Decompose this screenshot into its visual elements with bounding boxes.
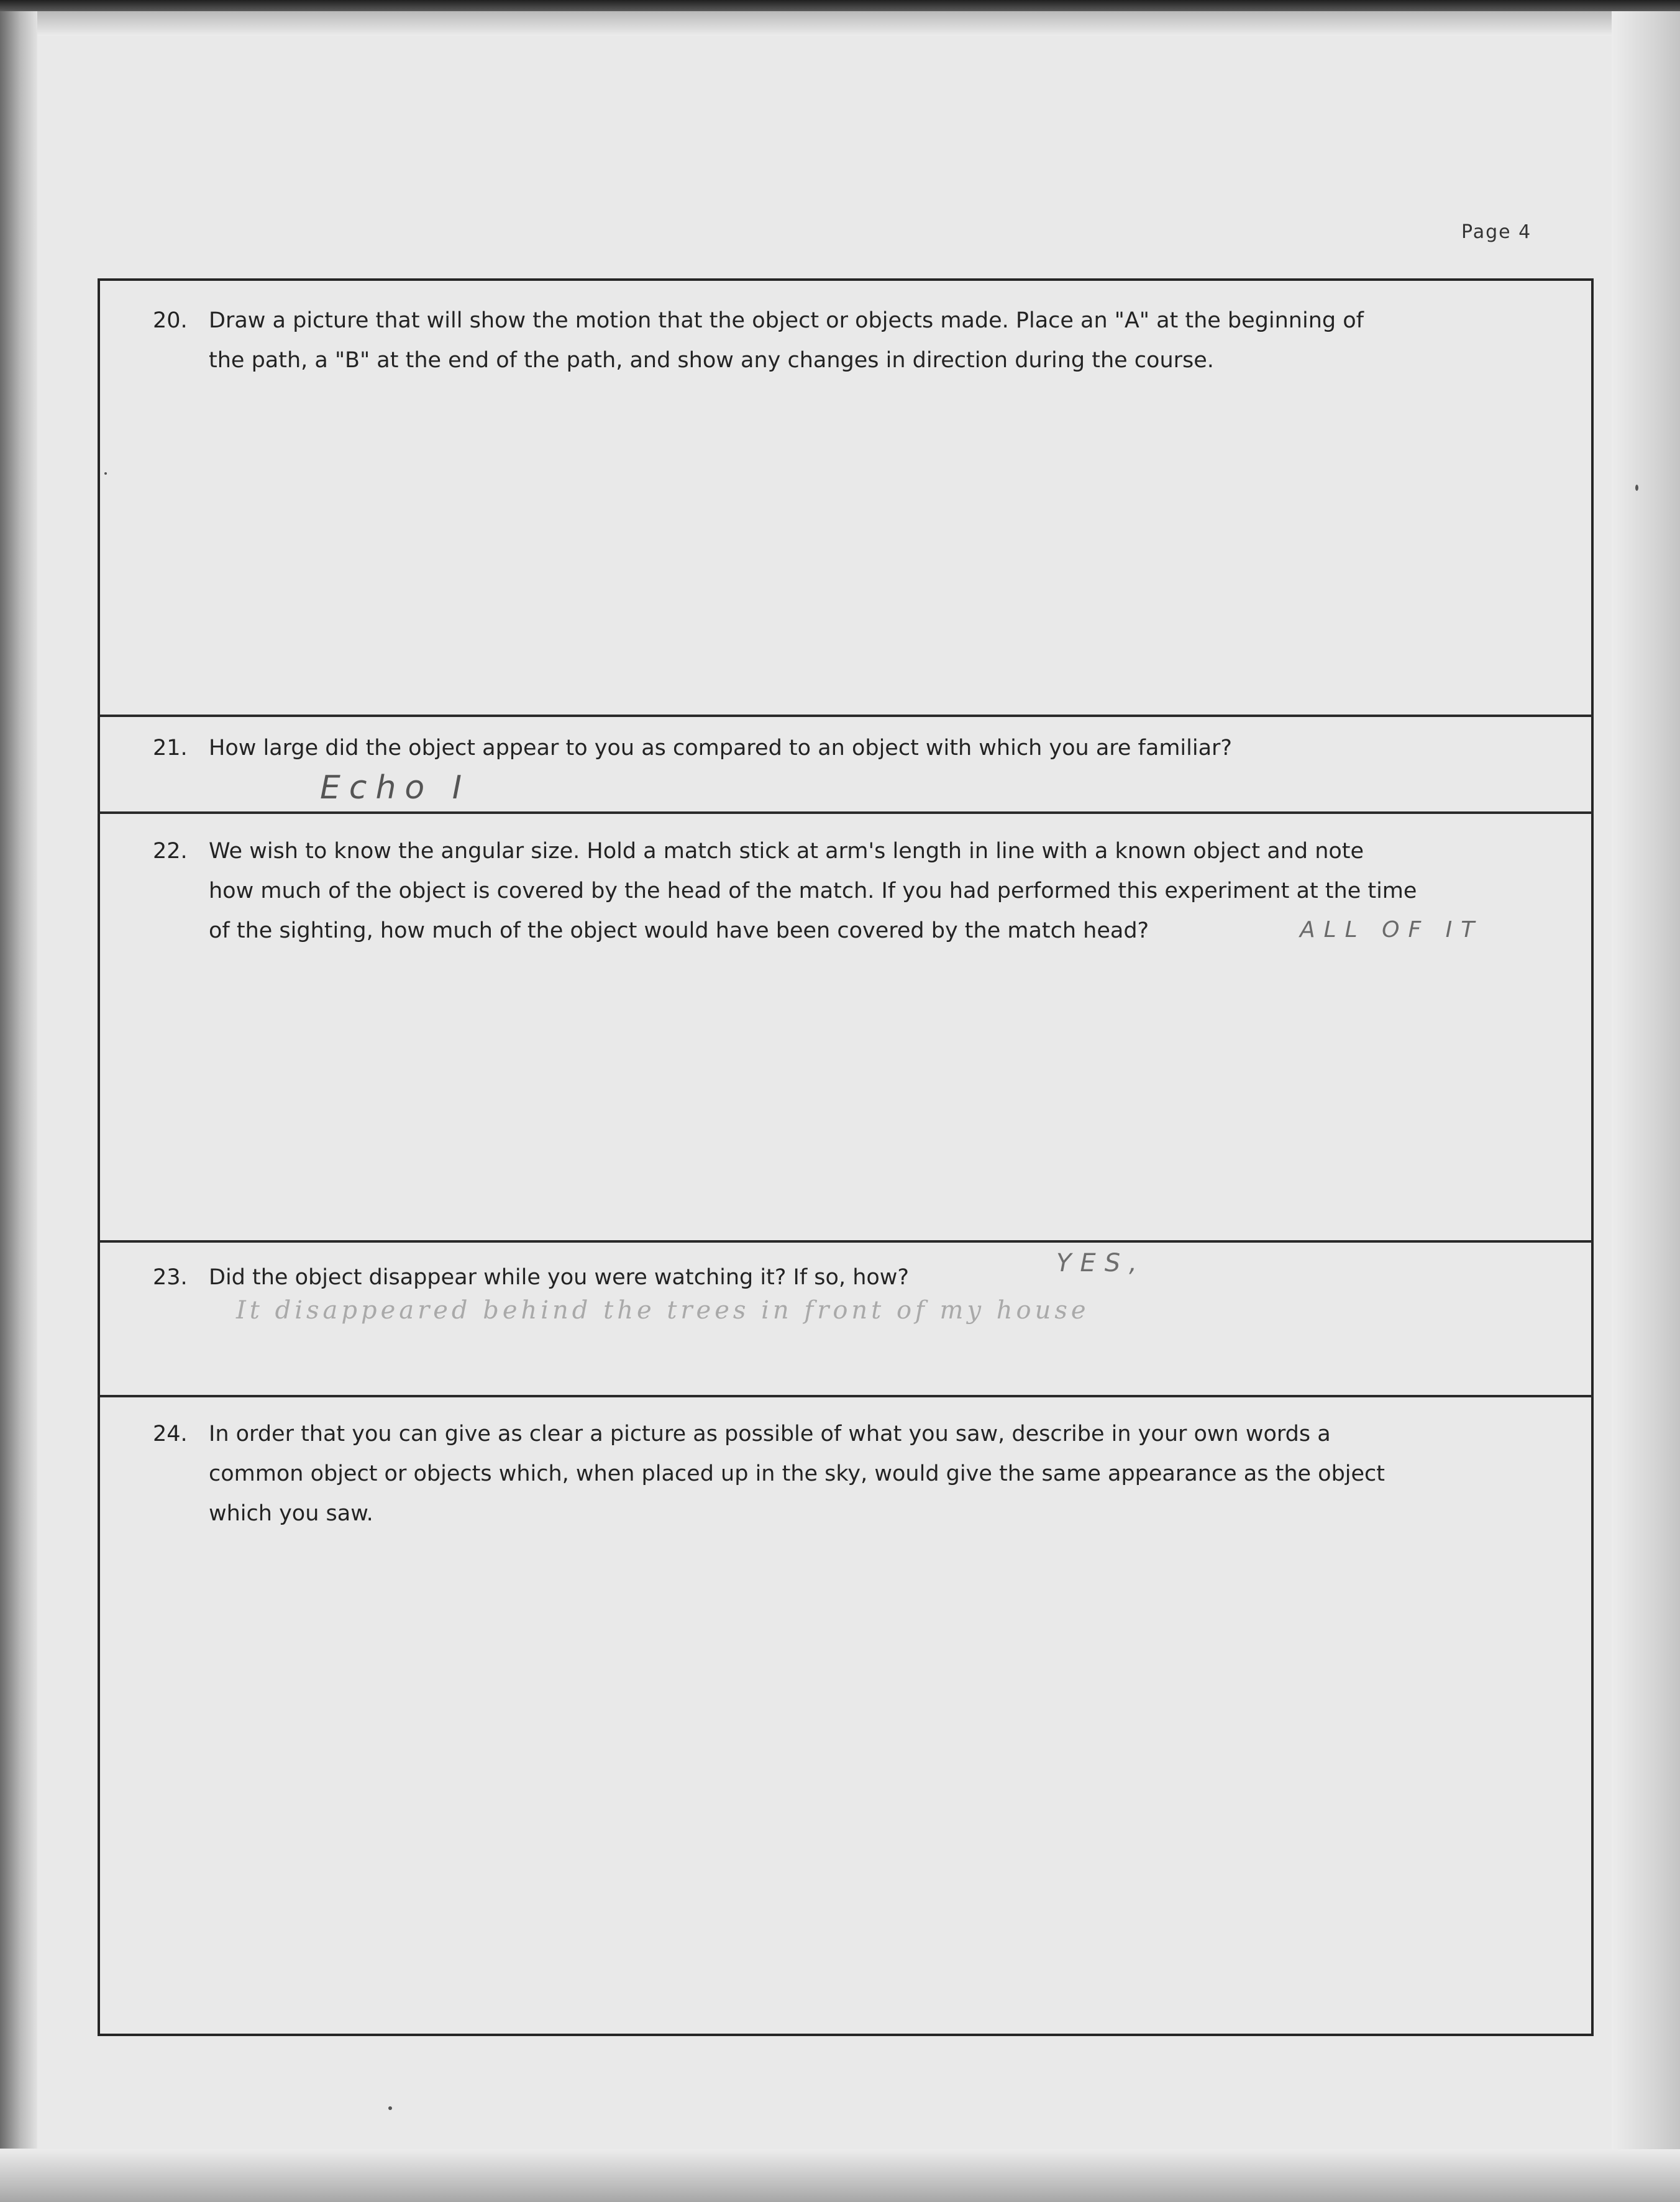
- question-text-line: We wish to know the angular size. Hold a match stick at arm's length in line with a known object and note: [209, 839, 1364, 864]
- answer-23-line2: It disappeared behind the trees in front of my house: [236, 1296, 1090, 1325]
- answer-area-20[interactable]: [103, 385, 1587, 708]
- scan-bottom-shadow: [0, 2149, 1680, 2202]
- question-text-line: which you saw.: [209, 1501, 373, 1526]
- scan-speck: [104, 472, 107, 475]
- question-text-line: of the sighting, how much of the object would have been covered by the match head?: [209, 918, 1149, 943]
- scan-top-edge: [0, 0, 1680, 11]
- question-number: 20.: [153, 308, 188, 333]
- answer-area-22[interactable]: [103, 969, 1587, 1230]
- page-number: Page 4: [1461, 221, 1532, 243]
- divider-23-24: [98, 1395, 1594, 1397]
- question-21: [153, 728, 1232, 768]
- question-24: [153, 1414, 1386, 1533]
- question-number: 24.: [153, 1422, 188, 1446]
- answer-21: Echo I: [320, 769, 471, 806]
- question-text-line: common object or objects which, when placed up in the sky, would give the same appearance as the object: [209, 1461, 1386, 1486]
- divider-20-21: [98, 715, 1594, 717]
- question-text-line: Did the object disappear while you were watching it? If so, how?: [209, 1265, 909, 1290]
- scan-left-shadow: [0, 11, 37, 2149]
- divider-22-23: [98, 1240, 1594, 1243]
- question-text-line: Draw a picture that will show the motion that the object or objects made. Place an "A" at the beginning of: [209, 308, 1364, 333]
- question-number: 23.: [153, 1265, 188, 1290]
- question-20: [153, 301, 1364, 380]
- question-23: [153, 1258, 909, 1297]
- question-text-line: how much of the object is covered by the head of the match. If you had performed this experiment at the time: [209, 879, 1417, 903]
- scan-paper-edge: [37, 11, 1615, 36]
- answer-22: ALL OF IT: [1300, 917, 1484, 943]
- question-22: [153, 831, 1417, 951]
- question-text-line: How large did the object appear to you as compared to an object with which you are familiar?: [209, 736, 1232, 761]
- question-number: 21.: [153, 736, 188, 761]
- divider-21-22: [98, 811, 1594, 814]
- question-text-line: In order that you can give as clear a picture as possible of what you saw, describe in your own words a: [209, 1422, 1331, 1446]
- scan-right-shadow: [1612, 11, 1680, 2202]
- answer-area-24[interactable]: [103, 1541, 1587, 2026]
- scan-speck: [388, 2106, 392, 2110]
- question-number: 22.: [153, 839, 188, 864]
- question-text-line: the path, a "B" at the end of the path, and show any changes in direction during the course.: [209, 348, 1214, 373]
- scan-speck: [1635, 485, 1638, 491]
- answer-23: YES,: [1056, 1249, 1146, 1277]
